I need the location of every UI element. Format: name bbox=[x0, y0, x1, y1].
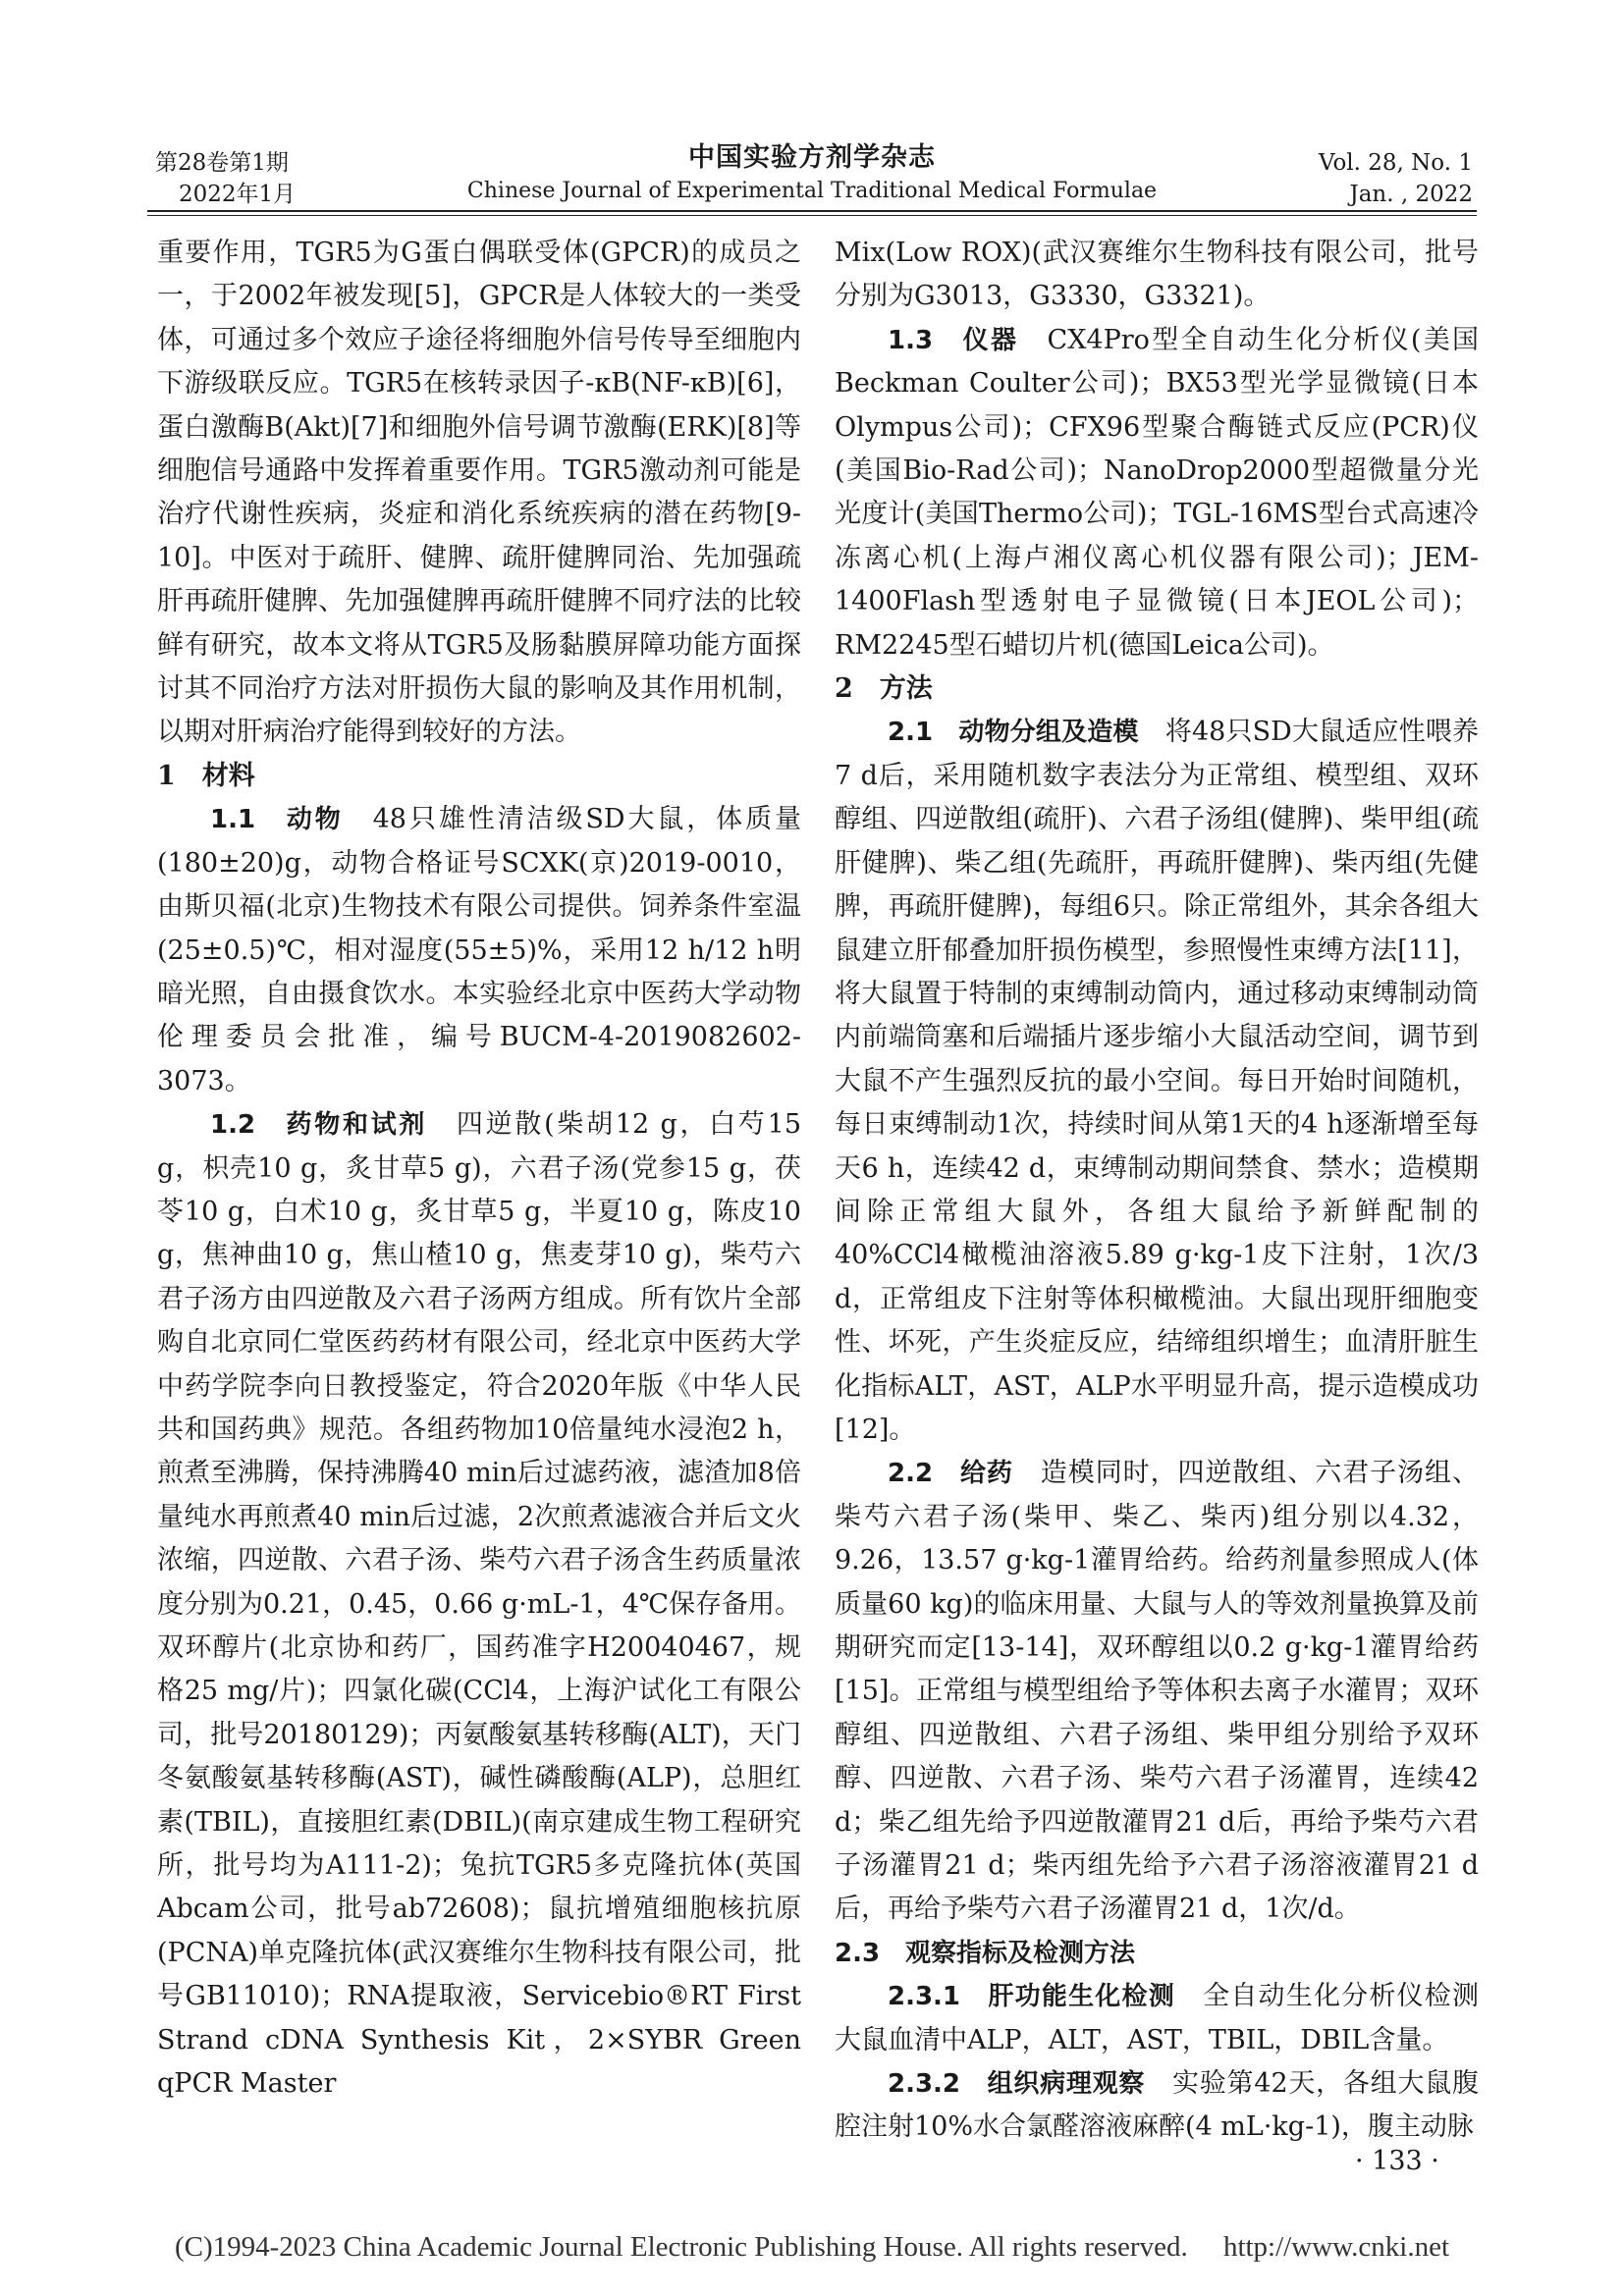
paragraph-text: 造模同时，四逆散组、六君子汤组、柴芍六君子汤(柴甲、柴乙、柴丙)组分别以4.32，9.26，13.57 g·kg-1灌胃给药。给药剂量参照成人(体质量60 kg)的临床用量、大鼠与人的等效剂量换算及前期研究而定[13-14]，双环醇组以0.2 g·kg-1灌胃给药[15]。正常组与模型组给予等体积去离子水灌胃；双环醇组、四逆散组、六君子汤组、柴甲组分别给予双环醇、四逆散、六君子汤、柴芍六君子汤灌胃，连续42 d；柴乙组先给予四逆散灌胃21 d后，再给予柴芍六君子汤灌胃21 d；柴丙组先给予六君子汤溶液灌胃21 d后，再给予柴芍六君子汤灌胃21 d，1次/d。 bbox=[835, 1458, 1480, 1925]
section-heading: 2 方法 bbox=[835, 673, 933, 705]
subsection-heading: 1.2 药物和试剂 bbox=[210, 1110, 428, 1141]
subsection-heading: 2.1 动物分组及造模 bbox=[888, 718, 1139, 748]
copyright-footer: (C)1994-2023 China Academic Journal Electronic Publishing House. All rights reserved. http://www.cnki.net bbox=[174, 2231, 1450, 2263]
paragraph-text: 全自动生化分析仪检测大鼠血清中ALP，ALT，AST，TBIL，DBIL含量。 bbox=[835, 1981, 1480, 2056]
journal-title-cn: 中国实验方剂学杂志 bbox=[688, 142, 936, 173]
paragraph-text: 将48只SD大鼠适应性喂养7 d后，采用随机数字表法分为正常组、模型组、双环醇组、四逆散组(疏肝)、六君子汤组(健脾)、柴甲组(疏肝健脾)、柴乙组(先疏肝，再疏肝健脾)、柴丙组(先健脾，再疏肝健脾)，每组6只。除正常组外，其余各组大鼠建立肝郁叠加肝损伤模型，参照慢性束缚方法[11]，将大鼠置于特制的束缚制动筒内，通过移动束缚制动筒内前端筒塞和后端插片逐步缩小大鼠活动空间，调节到大鼠不产生强烈反抗的最小空间。每日开始时间随机，每日束缚制动1次，持续时间从第1天的4 h逐渐增至每天6 h，连续42 d，束缚制动期间禁食、禁水；造模期间除正常组大鼠外，各组大鼠给予新鲜配制的40%CCl4橄榄油溶液5.89 g·kg-1皮下注射，1次/3 d，正常组皮下注射等体积橄榄油。大鼠出现肝细胞变性、坏死，产生炎症反应，结缔组织增生；血清肝脏生化指标ALT，AST，ALP水平明显升高，提示造模成功[12]。 bbox=[835, 717, 1479, 1445]
right-column bbox=[835, 232, 1479, 2150]
page-header bbox=[0, 0, 1624, 211]
volume-en: Vol. 28, No. 1 bbox=[1318, 150, 1473, 176]
body-paragraph: Mix(Low ROX)(武汉赛维尔生物科技有限公司，批号分别为G3013，G3330，G3321)。 bbox=[835, 238, 1479, 312]
section-heading: 1 材料 bbox=[157, 760, 255, 791]
subsection-paragraph bbox=[835, 2062, 1479, 2150]
header-right bbox=[1319, 147, 1473, 210]
subsection-paragraph bbox=[835, 711, 1479, 1452]
body-paragraph: 重要作用，TGR5为G蛋白偶联受体(GPCR)的成员之一，于2002年被发现[5]，GPCR是人体较大的一类受体，可通过多个效应子途径将细胞外信号传导至细胞内下游级联反应。TGR5在核转录因子-κB(NF-κB)[6]，蛋白激酶B(Akt)[7]和细胞外信号调节激酶(ERK)[8]等细胞信号通路中发挥着重要作用。TGR5激动剂可能是治疗代谢性疾病，炎症和消化系统疾病的潜在药物[9-10]。中医对于疏肝、健脾、疏肝健脾同治、先加强疏肝再疏肝健脾、先加强健脾再疏肝健脾不同疗法的比较鲜有研究，故本文将从TGR5及肠黏膜屏障功能方面探讨其不同治疗方法对肝损伤大鼠的影响及其作用机制，以期对肝病治疗能得到较好的方法。 bbox=[157, 238, 801, 748]
subsection-paragraph bbox=[835, 1452, 1479, 1931]
subsection-paragraph bbox=[835, 1975, 1479, 2062]
date-cn: 2022年1月 bbox=[179, 182, 297, 207]
paragraph-text: 48只雄性清洁级SD大鼠，体质量(180±20)g，动物合格证号SCXK(京)2019-0010，由斯贝福(北京)生物技术有限公司提供。饲养条件室温(25±0.5)℃，相对湿度(55±5)%，采用12 h/12 h明暗光照，自由摄食饮水。本实验经北京中医药大学动物伦理委员会批准，编号BUCM-4-2019082602-3073。 bbox=[157, 804, 802, 1096]
paragraph-text: 四逆散(柴胡12 g，白芍15 g，枳壳10 g，炙甘草5 g)，六君子汤(党参15 g，茯苓10 g，白术10 g，炙甘草5 g，半夏10 g，陈皮10 g，焦神曲10 g，焦山楂10 g，焦麦芽10 g)，柴芍六君子汤方由四逆散及六君子汤两方组成。所有饮片全部购自北京同仁堂医药药材有限公司，经北京中医药大学中药学院李向日教授鉴定，符合2020年版《中华人民共和国药典》规范。各组药物加10倍量纯水浸泡2 h，煎煮至沸腾，保持沸腾40 min后过滤药液，滤渣加8倍量纯水再煎煮40 min后过滤，2次煎煮滤液合并后文火浓缩，四逆散、六君子汤、柴芍六君子汤含生药质量浓度分别为0.21，0.45，0.66 g·mL-1，4℃保存备用。双环醇片(北京协和药厂，国药准字H20040467，规格25 mg/片)；四氯化碳(CCl4，上海沪试化工有限公司，批号20180129)；丙氨酸氨基转移酶(ALT)，天门冬氨酸氨基转移酶(AST)，碱性磷酸酶(ALP)，总胆红素(TBIL)，直接胆红素(DBIL)(南京建成生物工程研究所，批号均为A111-2)；兔抗TGR5多克隆抗体(英国Abcam公司，批号ab72608)；鼠抗增殖细胞核抗原(PCNA)单克隆抗体(武汉赛维尔生物科技有限公司，批号GB11010)；RNA提取液，Servicebio®RT First Strand cDNA Synthesis Kit，2×SYBR Green qPCR Master bbox=[157, 1109, 802, 2100]
subsection-paragraph bbox=[157, 798, 801, 1103]
subsection-heading: 1.1 动物 bbox=[210, 805, 344, 835]
date-en: Jan. , 2022 bbox=[1349, 182, 1473, 207]
volume-cn: 第28卷第1期 bbox=[155, 150, 289, 176]
paragraph-text: 实验第42天，各组大鼠腹腔注射10%水合氯醛溶液麻醉(4 mL·kg-1)，腹主动脉 bbox=[835, 2068, 1480, 2143]
left-column bbox=[157, 232, 801, 2106]
journal-title-en: Chinese Journal of Experimental Traditional Medical Formulae bbox=[466, 179, 1158, 203]
subsection-paragraph bbox=[157, 1103, 801, 2106]
paragraph-text: CX4Pro型全自动生化分析仪(美国Beckman Coulter公司)；BX53型光学显微镜(日本Olympus公司)；CFX96型聚合酶链式反应(PCR)仪(美国Bio-Rad公司)；NanoDrop2000型超微量分光光度计(美国Thermo公司)；TGL-16MS型台式高速冷冻离心机(上海卢湘仪离心机仪器有限公司)；JEM-1400Flash型透射电子显微镜(日本JEOL公司)；RM2245型石蜡切片机(德国Leica公司)。 bbox=[835, 324, 1480, 661]
subsection-heading: 1.3 仪器 bbox=[888, 325, 1019, 355]
header-rule bbox=[147, 210, 1477, 212]
subsection-heading: 2.3.1 肝功能生化检测 bbox=[888, 1982, 1175, 2012]
subsection-paragraph bbox=[835, 319, 1479, 667]
subsection-heading: 2.3.2 组织病理观察 bbox=[888, 2069, 1146, 2100]
subsection-heading: 2.3 观察指标及检测方法 bbox=[835, 1938, 1136, 1968]
header-rule-thin bbox=[147, 215, 1477, 216]
page-number: · 133 · bbox=[1355, 2146, 1439, 2176]
subsection-heading: 2.2 给药 bbox=[888, 1459, 1013, 1489]
